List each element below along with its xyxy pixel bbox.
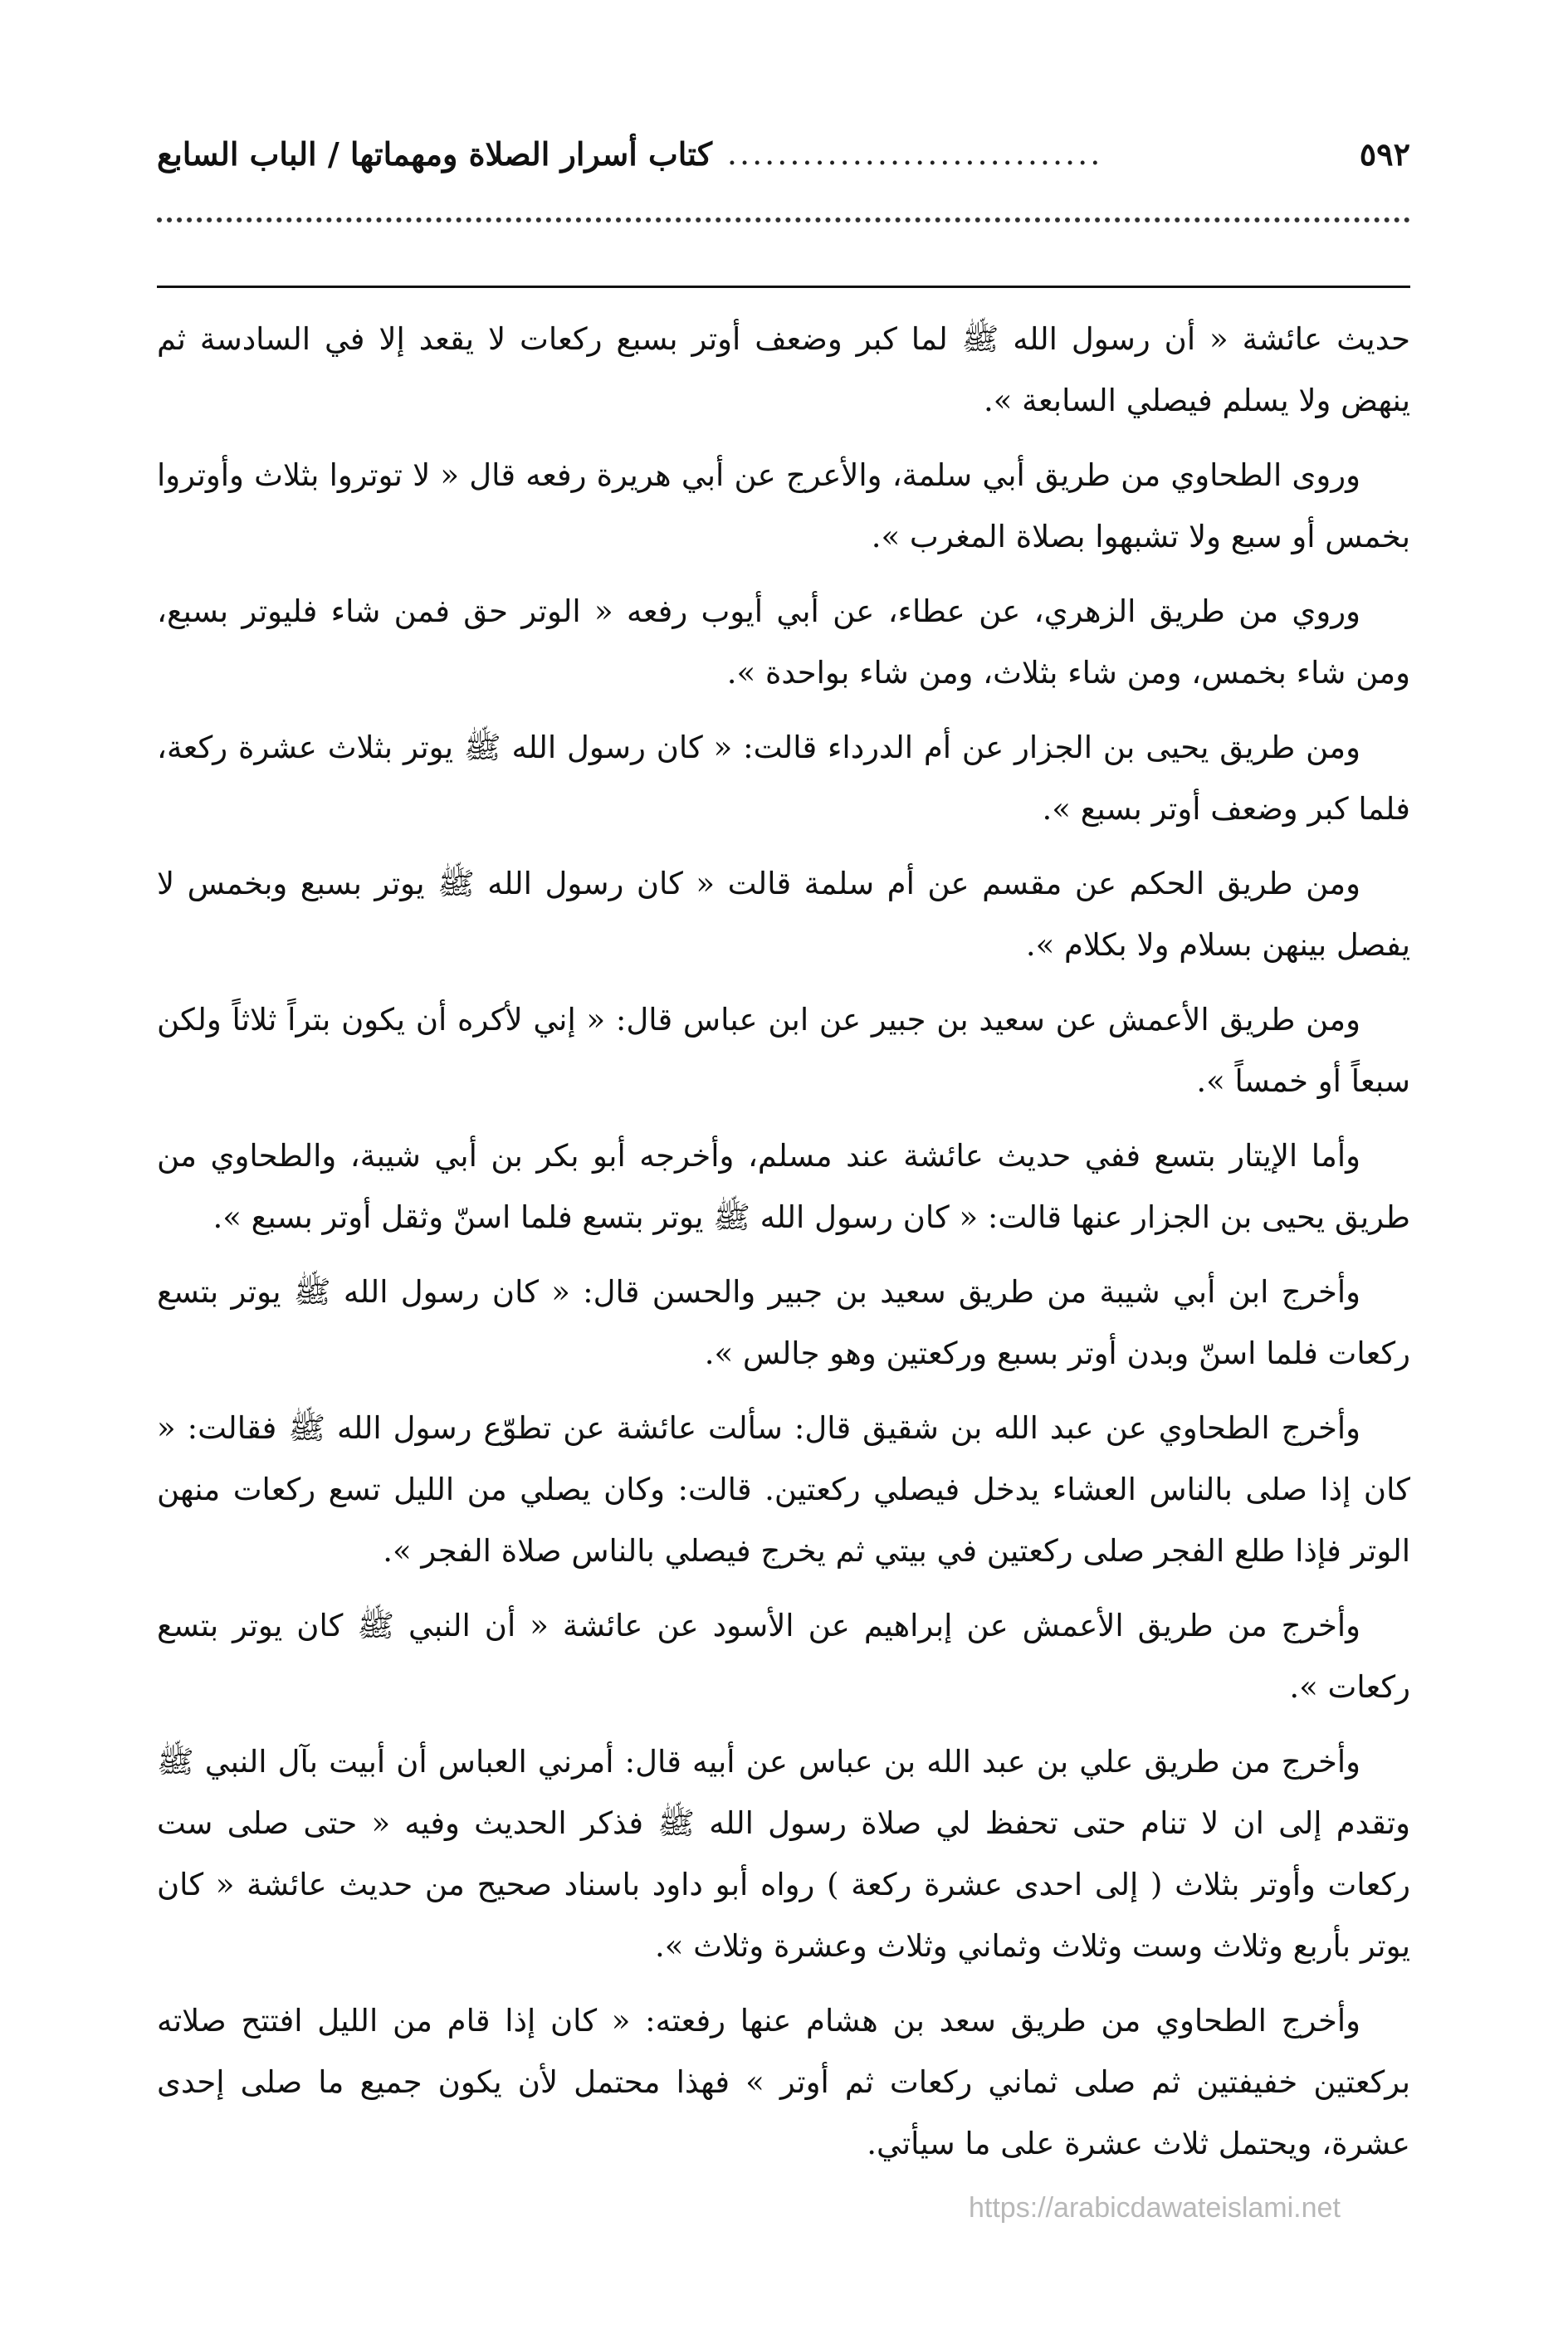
dotted-separator [157,217,1410,231]
paragraph-12: وأخرج الطحاوي من طريق سعد بن هشام عنها رفعته: « كان إذا قام من الليل افتتح صلاته بركعتين خفيفتين ثم صلى ثماني ركعات ثم أوتر » فهذا محتمل لأن يكون جميع ما صلى إحدى عشرة، ويحتمل ثلاث عشرة على ما سيأتي. [157,2003,1410,2161]
paragraph-4: ومن طريق يحيى بن الجزار عن أم الدرداء قالت: « كان رسول الله ﷺ يوتر بثلاث عشرة ركعة، فلما كبر وضعف أوتر بسبع ». [157,730,1410,827]
paragraph-8: وأخرج ابن أبي شيبة من طريق سعيد بن جبير والحسن قال: « كان رسول الله ﷺ يوتر بتسع ركعات فلما اسنّ وبدن أوتر بسبع وركعتين وهو جالس ». [157,1274,1410,1371]
paragraph-9: وأخرج الطحاوي عن عبد الله بن شقيق قال: سألت عائشة عن تطوّع رسول الله ﷺ فقالت: « كان إذا صلى بالناس العشاء يدخل فيصلي ركعتين. قالت: وكان يصلي من الليل تسع ركعات منهن الوتر فإذا طلع الفجر صلى ركعتين في بيتي ثم يخرج فيصلي بالناس صلاة الفجر ». [157,1410,1410,1569]
running-title-group [157,135,1102,173]
paragraph-3: وروي من طريق الزهري، عن عطاء، عن أبي أيوب رفعه « الوتر حق فمن شاء فليوتر بسبع، ومن شاء بخمس، ومن شاء بثلاث، ومن شاء بواحدة ». [157,593,1410,691]
paragraph-1: حديث عائشة « أن رسول الله ﷺ لما كبر وضعف أوتر بسبع ركعات لا يقعد إلا في السادسة ثم ينهض ولا يسلم فيصلي السابعة ». [157,321,1410,418]
paragraph-6: ومن طريق الأعمش عن سعيد بن جبير عن ابن عباس قال: « إني لأكره أن يكون بتراً ثلاثاً ولكن سبعاً أو خمساً ». [157,1002,1410,1099]
running-head [157,125,1410,183]
paragraph-11: وأخرج من طريق علي بن عبد الله بن عباس عن أبيه قال: أمرني العباس أن أبيت بآل النبي ﷺ وتقدم إلى ان لا تنام حتى تحفظ لي صلاة رسول الله ﷺ فذكر الحديث وفيه « حتى صلى ست ركعات وأوتر بثلاث ( إلى احدى عشرة ركعة ) رواه أبو داود باسناد صحيح من حديث عائشة « كان يوتر بأربع وثلاث وست وثلاث وثماني وثلاث وعشرة وثلاث ». [157,1744,1410,1964]
paragraph-10: وأخرج من طريق الأعمش عن إبراهيم عن الأسود عن عائشة « أن النبي ﷺ كان يوتر بتسع ركعات ». [157,1608,1410,1705]
running-title: كتاب أسرار الصلاة ومهماتها / الباب السابع [157,134,712,173]
header-rule [157,286,1410,288]
leader-dots: .............................. [726,135,1103,172]
watermark-url: https://arabicdawateislami.net [969,2192,1341,2224]
body-text [157,309,1410,2188]
paragraph-5: ومن طريق الحكم عن مقسم عن أم سلمة قالت « كان رسول الله ﷺ يوتر بسبع وبخمس لا يفصل بينهن بسلام ولا بكلام ». [157,866,1410,963]
page-number: ٥٩٢ [1359,134,1410,173]
paragraph-7: وأما الإيتار بتسع ففي حديث عائشة عند مسلم، وأخرجه أبو بكر بن أبي شيبة، والطحاوي من طريق يحيى بن الجزار عنها قالت: « كان رسول الله ﷺ يوتر بتسع فلما اسنّ وثقل أوتر بسبع ». [157,1138,1410,1235]
paragraph-2: وروى الطحاوي من طريق أبي سلمة، والأعرج عن أبي هريرة رفعه قال « لا توتروا بثلاث وأوتروا بخمس أو سبع ولا تشبهوا بصلاة المغرب ». [157,457,1410,554]
